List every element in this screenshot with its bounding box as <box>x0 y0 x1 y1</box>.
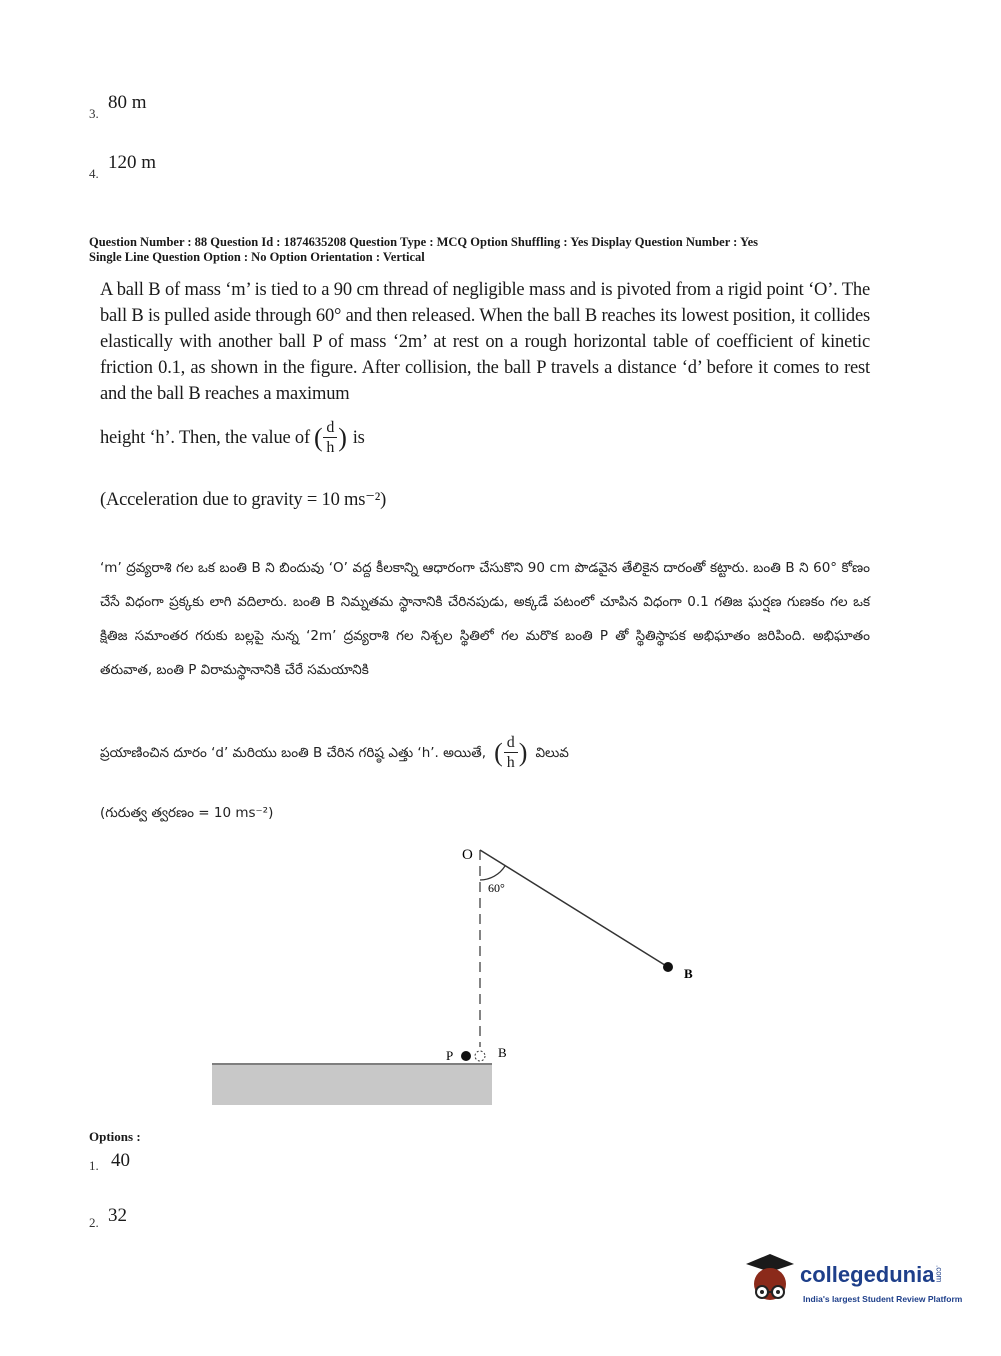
question-meta-line1: Question Number : 88 Question Id : 1874635208 Question Type : MCQ Option Shuffling : Yes Display Question Number : Yes <box>89 235 759 249</box>
option-number: 1. <box>89 1158 99 1173</box>
option-number: 4. <box>89 166 99 181</box>
option-1[interactable] <box>89 1150 149 1176</box>
fraction-numerator: d <box>323 418 337 438</box>
pivot-label: O <box>462 847 473 863</box>
options-heading: Options : <box>89 1129 141 1144</box>
question-tail-telugu <box>100 733 870 772</box>
option-number: 3. <box>89 106 99 121</box>
thread <box>480 850 668 967</box>
angle-label: 60° <box>488 881 505 895</box>
brand-tagline: India's largest Student Review Platform <box>803 1294 963 1304</box>
pendulum-figure <box>200 835 720 1115</box>
question-text-telugu <box>100 551 870 687</box>
rough-table <box>212 1065 492 1105</box>
ball-b-lowest-label: B <box>498 1045 507 1060</box>
option-2[interactable] <box>89 1205 149 1231</box>
option-number: 2. <box>89 1215 99 1230</box>
brand-suffix: .com <box>934 1264 944 1282</box>
fraction-d-over-h: ( $\frac{d}{h}$ ) <box>313 419 347 456</box>
ball-b-label: B <box>684 966 693 981</box>
question-tail-english <box>100 418 870 457</box>
fraction-denominator: h <box>326 439 335 456</box>
collegedunia-logo <box>740 1250 965 1310</box>
option-value: 80 m <box>108 92 147 113</box>
option-value: 120 m <box>108 152 157 173</box>
gravity-note-english: (Acceleration due to gravity = 10 ms⁻²) <box>100 490 387 510</box>
angle-arc <box>480 866 505 880</box>
tail-text-after: విలువ <box>535 744 569 761</box>
option-value: 32 <box>108 1205 127 1226</box>
tail-text-after: is <box>352 427 365 448</box>
ball-b-displaced <box>663 962 673 972</box>
gravity-note-telugu: (గురుత్వ త్వరణం = 10 ms⁻²) <box>100 805 274 821</box>
question-meta-line2: Single Line Question Option : No Option Orientation : Vertical <box>89 250 425 264</box>
option-value: 40 <box>111 1150 130 1171</box>
ball-b-lowest <box>475 1051 485 1061</box>
brand-name-text: collegedunia <box>800 1262 935 1287</box>
question-body-telugu: ‘m’ ద్రవ్యరాశి గల ఒక బంతి B ని బిందువు ‘O’ వద్ద కీలకాన్ని ఆధారంగా చేసుకొని 90 cm పొడవైన తేలికైన దారంతో కట్టారు. బంతి B ని 60° కోణం చేసే విధంగా ప్రక్కకు లాగి వదిలారు. బంతి B నిమ్నతమ స్థానానికి చేరినపుడు, అక్కడే పటంలో చూపిన విధంగా 0.1 గతిజ ఘర్షణ గుణకం గల ఒక క్షితిజ సమాంతర గరుకు బల్లపై నున్న ‘2m’ ద్రవ్యరాశి గల నిశ్చల స్థితిలో గల మరొక బంతి P తో స్థితిస్థాపక అభిఘాతం జరిపింది. అభిఘాతం తరువాత, బంతి P విరామస్థానానికి చేరే సమయానికి <box>100 560 870 678</box>
fraction-numerator: d <box>504 733 518 753</box>
ball-p <box>461 1051 471 1061</box>
fraction-d-over-h: ( $\frac{d}{h}$ ) <box>494 734 528 771</box>
ball-p-label: P <box>446 1048 454 1063</box>
question-meta <box>89 235 919 265</box>
tail-text: height ‘h’. Then, the value of <box>100 427 310 448</box>
mascot-icon <box>740 1250 798 1308</box>
brand-name <box>800 1262 943 1288</box>
question-body-english: A ball B of mass ‘m’ is tied to a 90 cm thread of negligible mass and is pivoted from a rigid point ‘O’. The ball B is pulled aside through 60° and then released. When the ball B reaches its lowest position, it collides elastically with another ball P of mass ‘2m’ at rest on a rough horizontal table of coefficient of kinetic friction 0.1, as shown in the figure. After collision, the ball P travels a distance ‘d’ before it comes to rest and the ball B reaches a maximum <box>100 280 870 404</box>
question-text-english <box>100 277 870 407</box>
fraction-denominator: h <box>506 754 515 771</box>
tail-text: ప్రయాణించిన దూరం ‘d’ మరియు బంతి B చేరిన గరిష్ఠ ఎత్తు ‘h’. అయితే, <box>100 744 487 761</box>
